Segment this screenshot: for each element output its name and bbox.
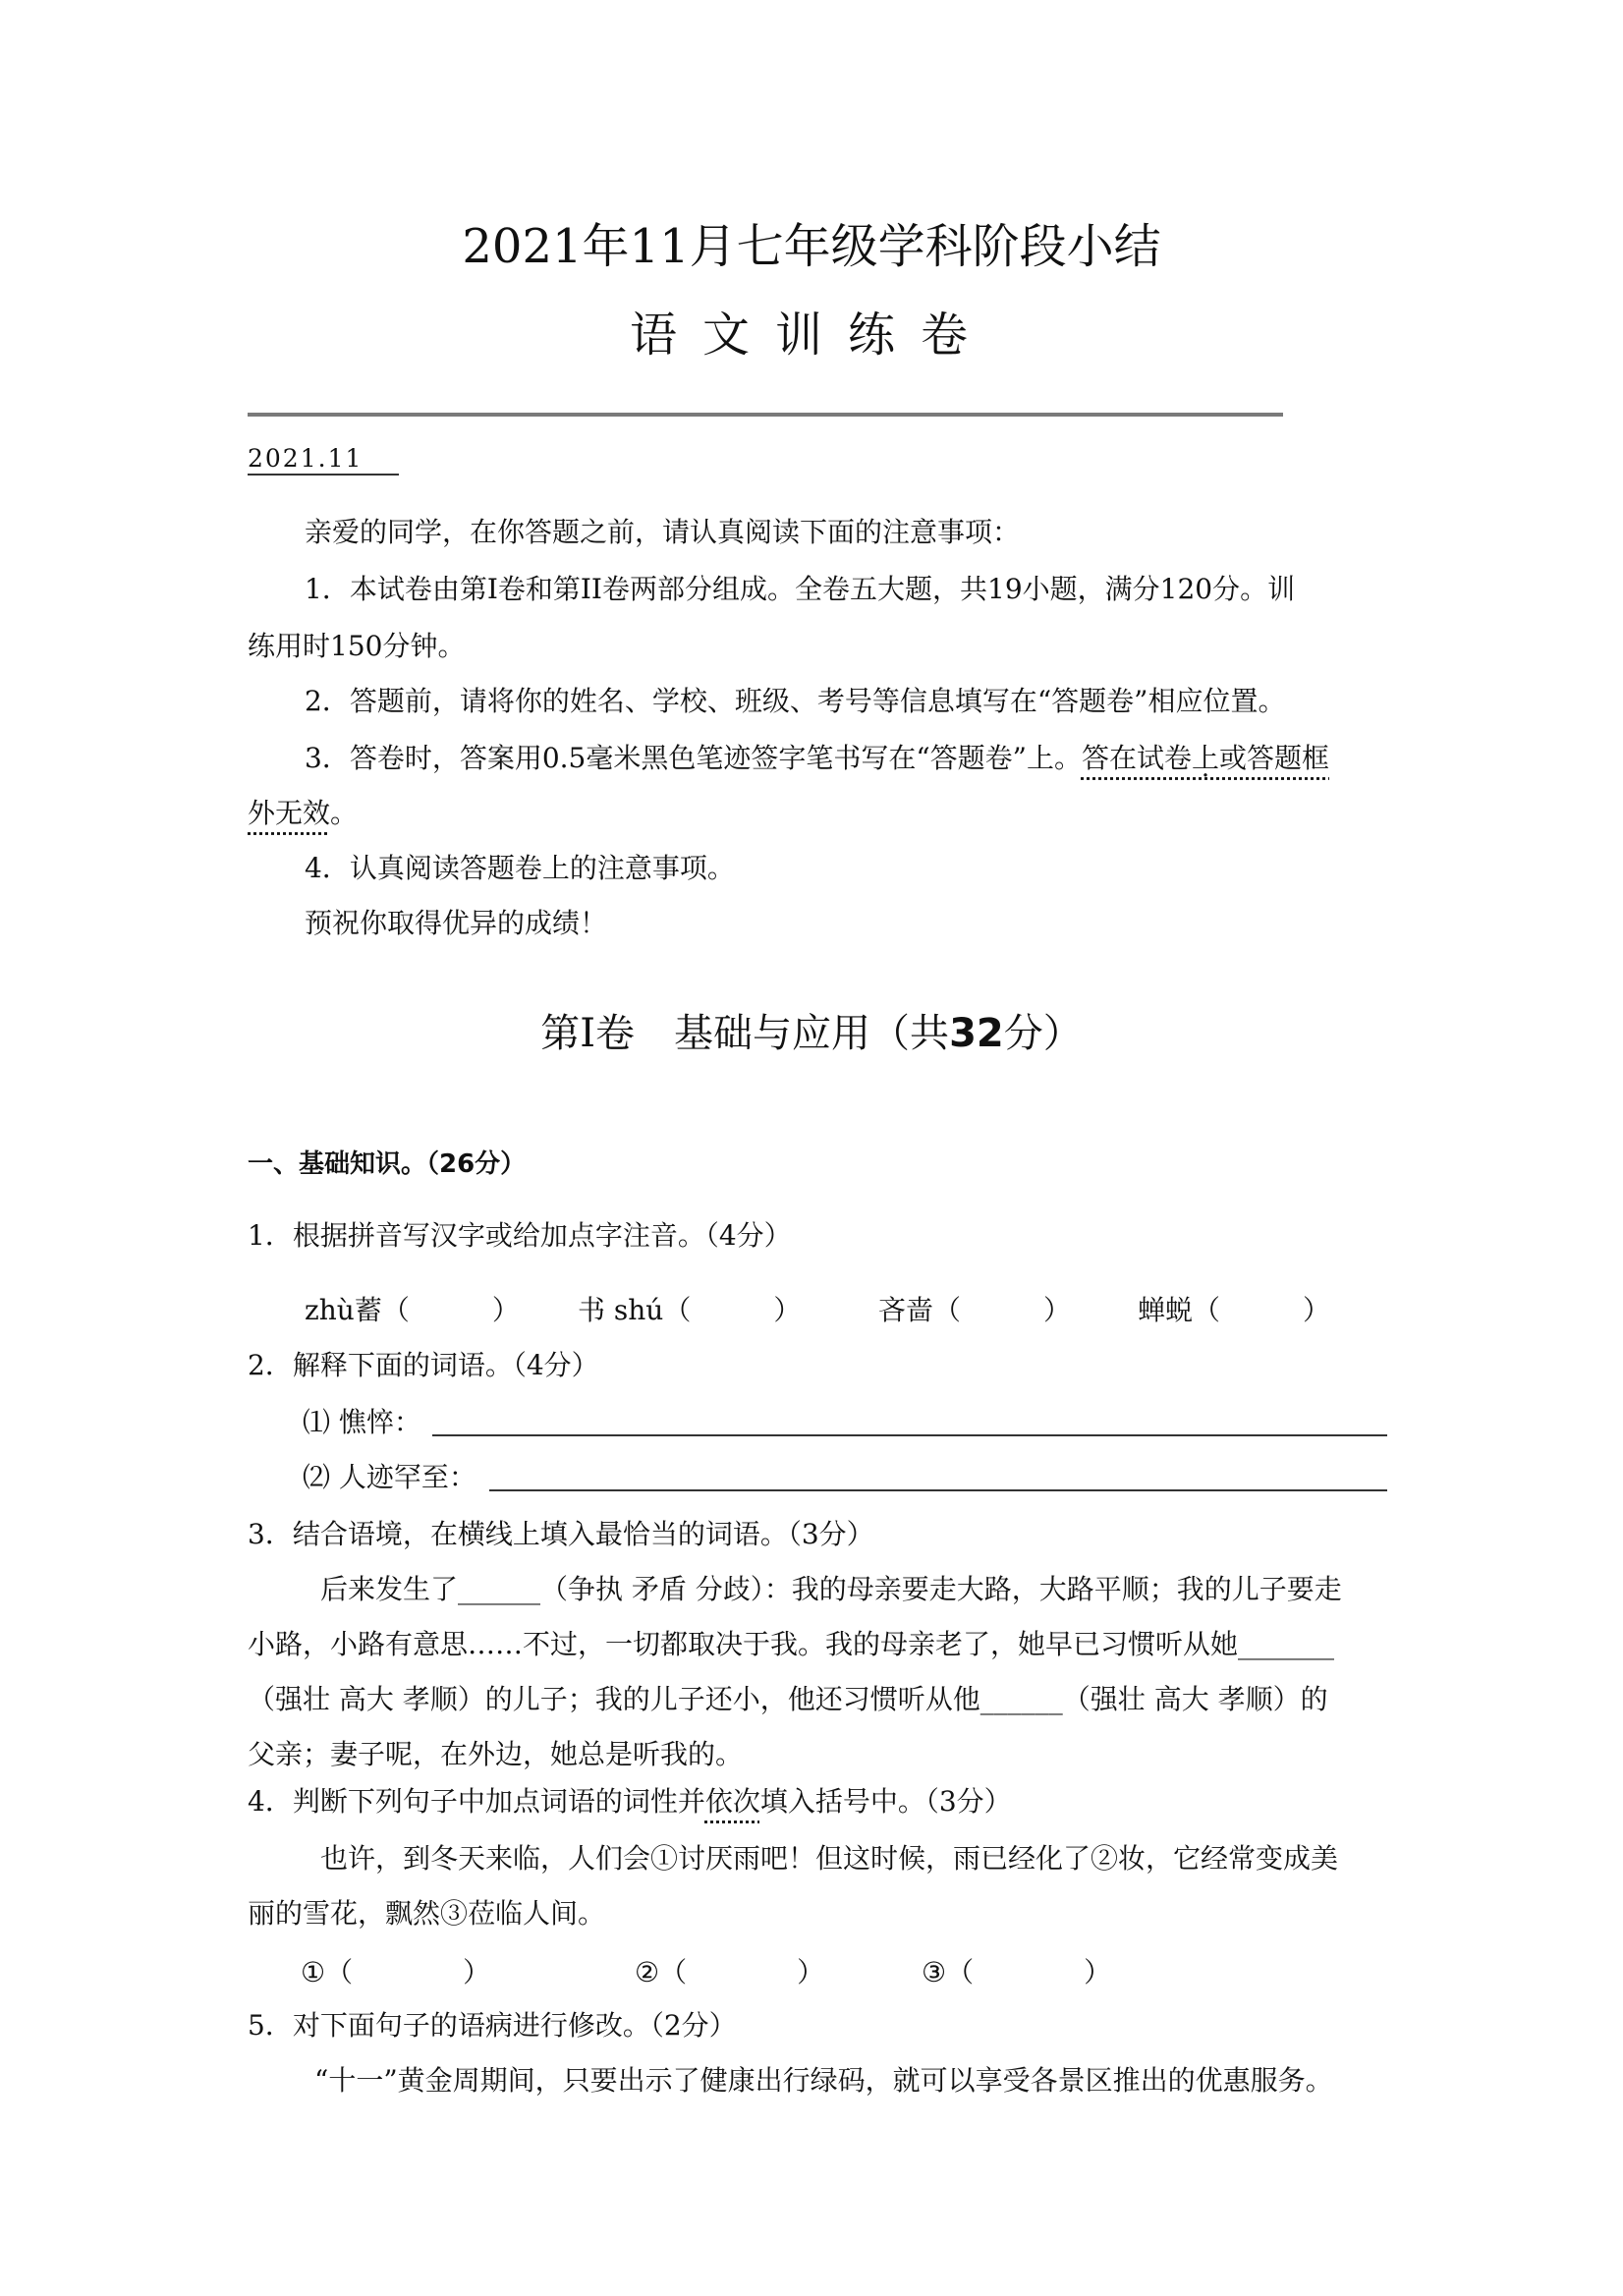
- q1-item-3: 吝啬（ ）: [878, 1294, 1072, 1326]
- notice-item-3a: [305, 739, 1329, 778]
- notice-greeting: 亲爱的同学，在你答题之前，请认真阅读下面的注意事项：: [305, 516, 1021, 548]
- q2-item-1: ⑴ 憔悴：: [303, 1406, 421, 1438]
- page-subtitle: 语文训练卷: [629, 308, 993, 363]
- notice-item-2: 2．答题前，请将你的姓名、学校、班级、考号等信息填写在“答题卷”相应位置。: [305, 685, 1286, 717]
- q2-answer-line-2[interactable]: [489, 1489, 1387, 1491]
- page-title: 2021年11月七年级学科阶段小结: [462, 219, 1161, 274]
- q4-prompt-emphasis: 依次: [704, 1785, 760, 1818]
- notice-item-1a: 1．本试卷由第Ⅰ卷和第II卷两部分组成。全卷五大题，共19小题，满分120分。训: [305, 573, 1296, 605]
- notice-closing: 预祝你取得优异的成绩！: [305, 907, 608, 939]
- q2-answer-line-1[interactable]: [432, 1434, 1387, 1436]
- q4-prompt: [248, 1782, 1012, 1821]
- q3-line-4: 父亲；妻子呢，在外边，她总是听我的。: [248, 1738, 744, 1770]
- notice-item-3a-plain: 3．答卷时，答案用0.5毫米黑色笔迹签字笔书写在“答题卷”上。: [305, 742, 1082, 774]
- q4-prompt-a: 4．判断下列句子中加点词语的词性并: [248, 1785, 705, 1818]
- notice-item-1b: 练用时150分钟。: [248, 630, 466, 662]
- q5-prompt: 5．对下面句子的语病进行修改。（2分）: [248, 2009, 737, 2042]
- exam-date: 2021.11: [248, 444, 364, 473]
- q3-line-3: （强壮 高大 孝顺）的儿子；我的儿子还小，他还习惯听从他______（强壮 高大 孝顺）的: [248, 1683, 1328, 1715]
- notice-item-3b: [248, 794, 358, 833]
- header-rule: [248, 413, 1283, 417]
- q4-answer-2: ②（ ）: [635, 1956, 825, 1988]
- q4-prompt-b: 填入括号中。（3分）: [759, 1785, 1012, 1818]
- part1-title-prefix: 第Ⅰ卷 基础与应用（共: [540, 1011, 950, 1056]
- q5-sentence: “十一”黄金周期间，只要出示了健康出行绿码，就可以享受各景区推出的优惠服务。: [314, 2064, 1333, 2097]
- notice-item-3b-end: 。: [330, 797, 359, 829]
- notice-item-3b-emphasis: 外无效: [248, 797, 331, 829]
- q1-item-2: 书 shú（ ）: [578, 1294, 802, 1326]
- notice-item-3a-emphasis: 答在试卷上或答题框 ·: [1082, 742, 1329, 774]
- q2-prompt: 2．解释下面的词语。（4分）: [248, 1349, 599, 1381]
- q2-item-2: ⑵ 人迹罕至：: [303, 1461, 476, 1493]
- part1-title-points: 32: [949, 1011, 1004, 1056]
- date-underline: [248, 474, 399, 476]
- q4-answer-3: ③（ ）: [922, 1956, 1112, 1988]
- q4-answer-1: ①（ ）: [301, 1956, 491, 1988]
- part1-title-suffix: 分）: [1003, 1011, 1083, 1056]
- q1-prompt: 1．根据拼音写汉字或给加点字注音。（4分）: [248, 1219, 792, 1252]
- q3-prompt: 3．结合语境，在横线上填入最恰当的词语。（3分）: [248, 1518, 874, 1550]
- section1-heading: 一、基础知识。（26分）: [248, 1149, 527, 1179]
- q4-line-2: 丽的雪花，飘然③莅临人间。: [248, 1897, 606, 1930]
- notice-item-4: 4．认真阅读答题卷上的注意事项。: [305, 852, 735, 884]
- q1-item-1: zhù蓄（ ）: [305, 1294, 520, 1326]
- q3-line-1: 后来发生了______（争执 矛盾 分歧）：我的母亲要走大路，大路平顺；我的儿子要走: [320, 1573, 1342, 1605]
- part1-title: [0, 1002, 1623, 1058]
- q3-line-2: 小路，小路有意思……不过，一切都取决于我。我的母亲老了，她早已习惯听从她_______: [248, 1628, 1335, 1660]
- q4-line-1: 也许，到冬天来临，人们会①讨厌雨吧！但这时候，雨已经化了②妆，它经常变成美: [320, 1842, 1339, 1875]
- q1-item-4: 蝉蜕（ ）: [1138, 1294, 1331, 1326]
